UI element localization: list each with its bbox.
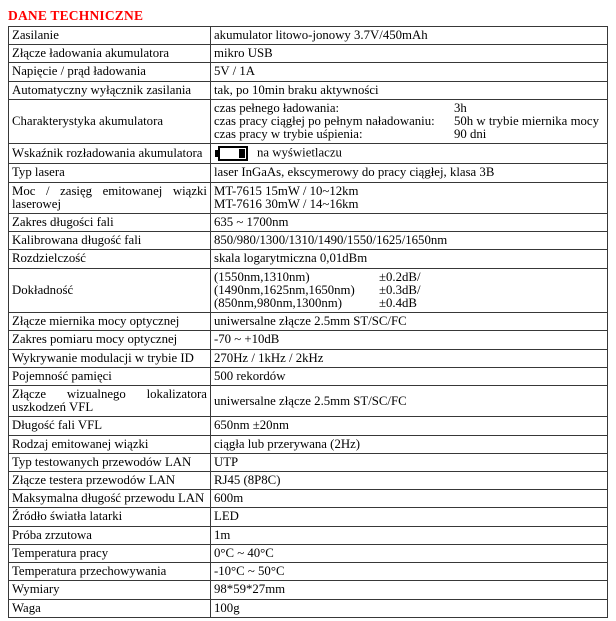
table-row (9, 472, 608, 490)
table-row (9, 386, 608, 417)
table-row (9, 27, 608, 45)
row-value (211, 453, 608, 471)
battery-low-icon (215, 146, 248, 161)
row-value (211, 563, 608, 581)
row-label (9, 27, 211, 45)
row-label-line: Zakres pomiaru mocy optycznej (12, 332, 178, 347)
table-body (9, 27, 608, 618)
row-label (9, 417, 211, 435)
row-label-line: Charakterystyka akumulatora (12, 114, 164, 129)
row-label-line: Dokładność (12, 282, 74, 297)
row-label (9, 232, 211, 250)
value-line: 850/980/1300/1310/1490/1550/1625/1650nm (214, 233, 448, 248)
value-line: 600m (214, 491, 244, 506)
row-value (211, 581, 608, 599)
row-label-line: Pojemność pamięci (12, 368, 112, 383)
row-label-line: Rodzaj emitowanej wiązki (12, 436, 149, 451)
row-label (9, 599, 211, 617)
value-line: 98*59*27mm (214, 582, 286, 597)
value-line: -10°C ~ 50°C (214, 564, 285, 579)
label-word: emitowanej (102, 183, 163, 198)
row-label (9, 164, 211, 182)
row-label-line: Typ lasera (12, 165, 65, 180)
row-label-line: Temperatura przechowywania (12, 564, 167, 579)
value-line: skala logarytmiczna 0,01dBm (214, 251, 368, 266)
table-row (9, 313, 608, 331)
table-row (9, 581, 608, 599)
pair-left: (850nm,980nm,1300nm) (214, 296, 342, 311)
row-value (211, 386, 608, 417)
row-label (9, 268, 211, 313)
row-label (9, 99, 211, 144)
table-row (9, 144, 608, 164)
value-line: ciągła lub przerywana (2Hz) (214, 436, 361, 451)
table-row (9, 99, 608, 144)
row-label (9, 490, 211, 508)
row-label (9, 386, 211, 417)
value-line: RJ45 (8P8C) (214, 473, 281, 488)
row-label (9, 544, 211, 562)
pair-left: czas pracy ciągłej po pełnym naładowaniu: (214, 114, 435, 129)
row-label (9, 472, 211, 490)
pair-left: (1550nm,1310nm) (214, 269, 310, 284)
table-row (9, 544, 608, 562)
label-word: Złącze (12, 387, 47, 402)
value-line: 635 ~ 1700nm (214, 215, 289, 230)
row-value (211, 214, 608, 232)
table-row (9, 63, 608, 81)
row-label-line: Złącze miernika mocy optycznej (12, 314, 180, 329)
table-row (9, 268, 608, 313)
table-row (9, 435, 608, 453)
row-label (9, 508, 211, 526)
row-value (211, 45, 608, 63)
row-value (211, 182, 608, 213)
table-row (9, 508, 608, 526)
row-value (211, 544, 608, 562)
row-label-line: Próba zrzutowa (12, 527, 92, 542)
table-row (9, 331, 608, 349)
row-value (211, 435, 608, 453)
row-label-line: Rozdzielczość (12, 251, 86, 266)
table-row (9, 45, 608, 63)
row-label-line: Kalibrowana długość fali (12, 233, 142, 248)
pair-right: 3h (454, 100, 467, 115)
row-value (211, 508, 608, 526)
table-row (9, 232, 608, 250)
row-label-line: Złącze testera przewodów LAN (12, 473, 176, 488)
row-label (9, 63, 211, 81)
row-label (9, 349, 211, 367)
value-line: 270Hz / 1kHz / 2kHz (214, 350, 324, 365)
row-label-line: uszkodzeń VFL (12, 400, 94, 415)
value-line: 650nm ±20nm (214, 418, 289, 433)
row-label (9, 214, 211, 232)
pair-left: czas pełnego ładowania: (214, 100, 340, 115)
row-value (211, 27, 608, 45)
value-line: 5V / 1A (214, 64, 256, 79)
table-row (9, 490, 608, 508)
technical-data-table (8, 26, 608, 618)
row-value (211, 526, 608, 544)
row-label-line (12, 185, 207, 198)
row-value (211, 417, 608, 435)
row-value (211, 63, 608, 81)
value-line: 1m (214, 527, 231, 542)
row-label-line: Wymiary (12, 582, 60, 597)
pair-left: (1490nm,1625nm,1650nm) (214, 282, 355, 297)
value-line: uniwersalne złącze 2.5mm ST/SC/FC (214, 314, 407, 329)
table-row (9, 349, 608, 367)
row-label-line: Źródło światła latarki (12, 509, 123, 524)
row-label (9, 313, 211, 331)
row-value (211, 81, 608, 99)
pair-right: ±0.2dB/ (379, 269, 421, 284)
table-row (9, 417, 608, 435)
label-word: lokalizatora (146, 387, 207, 402)
row-label (9, 526, 211, 544)
row-label (9, 581, 211, 599)
table-row (9, 563, 608, 581)
table-row (9, 164, 608, 182)
label-word: / (46, 183, 50, 198)
row-label (9, 331, 211, 349)
row-value (211, 268, 608, 313)
row-value (211, 367, 608, 385)
row-label-line: Wykrywanie modulacji w trybie ID (12, 350, 194, 365)
table-row (9, 599, 608, 617)
pair-right: 90 dni (454, 127, 487, 142)
value-pair-line (214, 271, 604, 284)
row-value (211, 331, 608, 349)
row-label-line: Zasilanie (12, 28, 59, 42)
row-label (9, 453, 211, 471)
label-word: wiązki (172, 183, 207, 198)
row-label-line: Waga (12, 600, 41, 615)
label-word: zasięg (60, 183, 93, 198)
value-line: mikro USB (214, 46, 273, 61)
row-label (9, 81, 211, 99)
row-label (9, 144, 211, 164)
table-row (9, 250, 608, 268)
row-value (211, 164, 608, 182)
battery-level-bar (239, 149, 245, 158)
value-line: -70 ~ +10dB (214, 332, 280, 347)
row-label-line: Automatyczny wyłącznik zasilania (12, 82, 192, 97)
value-line: MT-7615 15mW / 10~12km (214, 183, 359, 198)
value-line: 500 rekordów (214, 368, 286, 383)
row-label-line: laserowej (12, 196, 62, 211)
table-row (9, 214, 608, 232)
row-label-line: Zakres długości fali (12, 215, 114, 230)
row-label-line: Wskaźnik rozładowania akumulatora (12, 146, 203, 161)
table-row (9, 182, 608, 213)
value-pair-line (214, 128, 604, 141)
row-value (211, 313, 608, 331)
pair-left: czas pracy w trybie uśpienia: (214, 127, 363, 142)
section-title: DANE TECHNICZNE (8, 8, 144, 23)
row-value (211, 232, 608, 250)
value-pair-line (214, 297, 604, 310)
row-label (9, 250, 211, 268)
row-label-line: Długość fali VFL (12, 418, 103, 433)
table-row (9, 526, 608, 544)
row-value (211, 599, 608, 617)
row-label-line: Złącze ładowania akumulatora (12, 46, 170, 61)
value-line: MT-7616 30mW / 14~16km (214, 196, 359, 211)
value-line: uniwersalne złącze 2.5mm ST/SC/FC (214, 393, 407, 408)
value-line: 100g (214, 600, 240, 615)
table-row (9, 453, 608, 471)
value-line: laser InGaAs, ekscymerowy do pracy ciągłej, klasa 3B (214, 165, 495, 180)
battery-caption: na wyświetlaczu (257, 145, 342, 160)
row-value (211, 472, 608, 490)
value-line: tak, po 10min braku aktywności (214, 82, 379, 97)
row-value (211, 490, 608, 508)
row-label-line: Maksymalna długość przewodu LAN (12, 491, 205, 506)
row-label (9, 182, 211, 213)
battery-body (218, 146, 248, 161)
row-value (211, 349, 608, 367)
value-line: UTP (214, 454, 239, 469)
label-word: Moc (12, 183, 36, 198)
row-label-line: Temperatura pracy (12, 545, 109, 560)
row-label (9, 45, 211, 63)
pair-right: 50h w trybie miernika mocy (454, 114, 599, 129)
table-row (9, 81, 608, 99)
row-value (211, 99, 608, 144)
pair-right: ±0.4dB (379, 296, 417, 311)
row-label (9, 435, 211, 453)
table-row (9, 367, 608, 385)
row-label (9, 563, 211, 581)
pair-right: ±0.3dB/ (379, 282, 421, 297)
row-value (211, 144, 608, 164)
value-line: 0°C ~ 40°C (214, 545, 274, 560)
row-label-line: Napięcie / prąd ładowania (12, 64, 146, 79)
row-label (9, 367, 211, 385)
label-word: wizualnego (66, 387, 126, 402)
value-line: akumulator litowo-jonowy 3.7V/450mAh (214, 28, 428, 42)
row-value (211, 250, 608, 268)
row-label-line: Typ testowanych przewodów LAN (12, 454, 192, 469)
value-line: LED (214, 509, 239, 524)
